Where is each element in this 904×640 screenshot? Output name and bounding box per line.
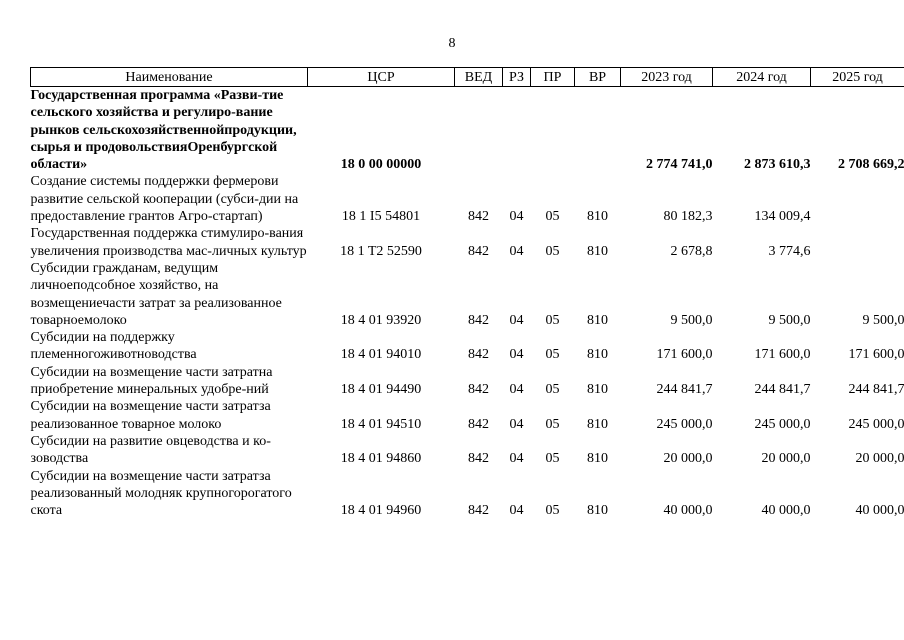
row-rz: 04 [509,503,524,519]
row-name-line: стартап) [212,209,263,225]
table-row [31,364,904,399]
row-pr: 05 [545,209,560,225]
table-row [31,87,904,174]
row-vr: 810 [587,451,608,467]
row-name-line: Субсидии гражданам, ведущим личное [30,260,219,294]
row-name-line: тие сельского хозяйства и регулиро- [30,88,284,121]
row-ved: 842 [468,503,489,519]
table-row [31,398,904,433]
row-name [31,173,308,225]
row-2025: 244 841,7 [848,382,904,398]
row-vr: 810 [587,503,608,519]
table-row [31,468,904,520]
header-2025: 2025 год [811,68,904,87]
row-name-line: личных культур [211,243,307,259]
row-pr: 05 [545,382,560,398]
header-2024: 2024 год [713,68,811,87]
row-name-line: ний [246,382,269,398]
row-vr: 810 [587,243,608,259]
row-rz: 04 [509,312,524,328]
row-name [31,364,308,399]
row-2023: 2 678,8 [670,243,713,259]
row-csr: 18 4 01 94510 [340,416,422,432]
row-2025 [811,225,904,260]
row-pr: 05 [545,503,560,519]
row-name-line: животноводства [100,347,197,363]
table-row [31,433,904,468]
row-name-line: Субсидии на возмещение части затрат [30,364,259,380]
row-2024: 2 873 610,3 [744,157,811,173]
page-number: 8 [448,36,456,51]
row-name [31,468,308,520]
table-row [31,329,904,364]
row-rz: 04 [509,382,524,398]
row-name-line: Субсидии на поддержку племенного [30,330,175,363]
row-vr: 810 [587,347,608,363]
row-name-line: Создание системы поддержки фермеров [30,174,271,190]
row-ved: 842 [468,243,489,259]
row-rz: 04 [509,243,524,259]
header-row [31,68,904,87]
row-2024: 9 500,0 [768,312,811,328]
row-2024: 40 000,0 [761,503,811,519]
row-name [31,260,308,329]
row-pr: 05 [545,451,560,467]
table-body [31,87,904,520]
row-pr: 05 [545,243,560,259]
table-row [31,173,904,225]
row-vr [575,87,621,174]
row-name-line: Субсидии на возмещение части затрат [30,468,259,484]
row-rz: 04 [509,209,524,225]
row-name-line: Субсидии на развитие овцеводства и ко- [30,433,271,449]
row-rz: 04 [509,416,524,432]
table-row [31,260,904,329]
row-name-line: за реализованное товарное молоко [30,399,271,432]
row-csr: 18 4 01 93920 [340,312,422,328]
header-pr: ПР [531,68,575,87]
header-ved: ВЕД [455,68,503,87]
row-ved: 842 [468,312,489,328]
table-header [31,68,904,87]
row-2024: 244 841,7 [754,382,811,398]
row-rz [503,87,531,174]
row-2023: 2 774 741,0 [646,157,713,173]
row-2023: 80 182,3 [663,209,713,225]
row-csr: 18 0 00 00000 [340,157,422,173]
row-ved: 842 [468,416,489,432]
row-2025: 171 600,0 [848,347,904,363]
row-vr: 810 [587,382,608,398]
row-name-line: продукции, сырья и продовольствия [30,122,297,155]
row-vr: 810 [587,312,608,328]
row-2025 [811,173,904,225]
row-2024: 3 774,6 [768,243,811,259]
row-name-line: и развитие сельской кооперации (субси- [30,174,279,207]
row-name [31,398,308,433]
row-2024: 134 009,4 [754,209,811,225]
row-name-line: Субсидии на возмещение части затрат [30,399,259,415]
header-csr: ЦСР [308,68,455,87]
row-name-line: подсобное хозяйство, на возмещение [30,278,219,311]
row-csr: 18 1 T2 52590 [340,243,422,259]
row-pr: 05 [545,416,560,432]
row-2025: 20 000,0 [855,451,904,467]
row-2024: 171 600,0 [754,347,811,363]
table-row [31,225,904,260]
header-rz: РЗ [503,68,531,87]
header-vr: ВР [575,68,621,87]
row-name-line: Государственная программа «Разви- [30,88,263,103]
row-csr: 18 4 01 94490 [340,382,422,398]
row-rz: 04 [509,451,524,467]
row-vr: 810 [587,416,608,432]
row-2023: 9 500,0 [670,312,713,328]
row-name-line: зоводства [30,451,89,467]
row-2023: 244 841,7 [656,382,713,398]
row-ved: 842 [468,209,489,225]
row-ved: 842 [468,382,489,398]
row-2023: 40 000,0 [663,503,713,519]
row-2024: 245 000,0 [754,416,811,432]
row-vr: 810 [587,209,608,225]
row-2025: 2 708 669,2 [838,157,904,173]
row-name-line: Оренбургской области» [30,139,278,173]
header-name: Наименование [31,68,308,87]
row-2023: 245 000,0 [656,416,713,432]
row-name [31,87,308,174]
row-pr: 05 [545,312,560,328]
row-name-line: на приобретение минеральных удобре- [30,364,273,398]
row-name [31,225,308,260]
row-ved [455,87,503,174]
header-2023: 2023 год [621,68,713,87]
row-ved: 842 [468,347,489,363]
row-pr [531,87,575,174]
row-name [31,433,308,468]
row-name-line: вание рынков сельскохозяйственной [30,105,273,138]
row-2023: 20 000,0 [663,451,713,467]
row-name-line: вания увеличения производства мас- [30,226,304,259]
row-name-line: части затрат за реализованное товарное [30,295,282,328]
row-name [31,329,308,364]
row-name-line: Государственная поддержка стимулиро- [30,226,270,242]
row-2023: 171 600,0 [656,347,713,363]
row-pr: 05 [545,347,560,363]
row-csr: 18 1 I5 54801 [341,209,421,225]
row-name-line: рогатого скота [30,485,292,519]
row-csr: 18 4 01 94860 [340,451,422,467]
row-2024: 20 000,0 [761,451,811,467]
row-name-line: за реализованный молодняк крупного [30,468,271,501]
row-ved: 842 [468,451,489,467]
row-rz: 04 [509,347,524,363]
row-2025: 9 500,0 [862,312,904,328]
row-name-line: молоко [83,312,127,328]
row-2025: 40 000,0 [855,503,904,519]
row-2025: 245 000,0 [848,416,904,432]
row-csr: 18 4 01 94010 [340,347,422,363]
row-csr: 18 4 01 94960 [340,503,422,519]
row-name-line: дии на предоставление грантов Агро- [30,191,299,225]
budget-table [30,67,904,519]
